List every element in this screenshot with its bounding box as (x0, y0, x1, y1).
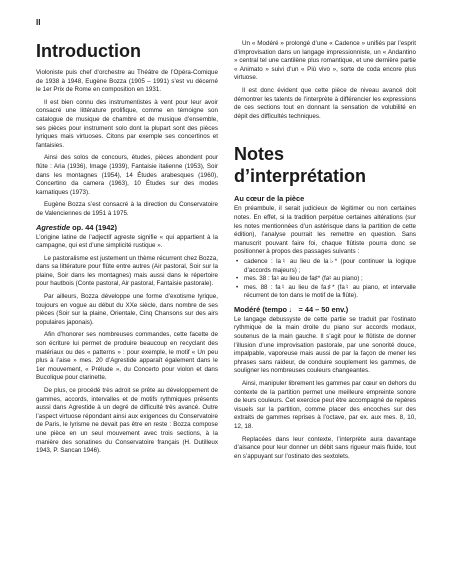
structure-paragraph: Il est donc évident que cette pièce de niveau avancé doit démontrer les talents de l’interprète à différencier les expressions de ces sections tout en donnant la sensation de volubilité en dépit des difficultés techniques. (234, 86, 416, 120)
agrestide-heading (36, 223, 218, 232)
agrestide-paragraph: Par ailleurs, Bozza développe une forme d’exotisme lyrique, toujours en vogue au début du XXe siècle, dans nombre de ses pièces (Soir sur la plaine, Orientale, Cinq Chansons sur des airs populaires japonais). (36, 293, 218, 326)
page-number: II (36, 18, 41, 27)
modere-paragraph: Le langage debussyste de cette partie se traduit par l’ostinato rythmique de la main droite du piano sur accords modaux, soutenus de la main gauche. Il s’agit pour le flûtiste de donner l’illusion d’une improvisation pastorale, par une sonorité douce, impalpable, vaporeuse mais aussi de par la façon de mener les phrases sans raideur, de conduire souplement les gammes, de souligner les nombreuses couleurs changeantes. (234, 315, 416, 375)
section-title-notes: Notes d’interprétation (234, 144, 367, 187)
agrestide-paragraph: Afin d’honorer ses nombreuses commandes, cette facette de son écriture lui permet de produire beaucoup en recyclant des matériaux ou des « patterns » : pour exemple, le motif « Un peu plus à l’aise » mes. 20 d’Agrestide apparaît également dans le 1er mouvement, « Prélude », du Concerto pour violon et dans Bucolique pour clarinette. (36, 331, 218, 382)
agrestide-paragraph: De plus, ce procédé très adroit se prête au développement de gammes, accords, intervalles et de motifs rythmiques présents aussi dans Agrestide à un degré de difficulté très avancé. Outre l’aspect virtuose répondant ainsi aux exigences du Conservatoire de Paris, le lyrisme ne devait pas être en reste : Bozza compose une pièce en un seul mouvement avec trois sections, à la manière des sonatines du Conservatoire français (H. Dutilleux 1943, P. Sancan 1946). (36, 387, 218, 455)
agrestide-paragraph: L’origine latine de l’adjectif agreste signifie « qui appartient à la campagne, qui est d’une simplicité rustique ». (36, 233, 218, 250)
modere-paragraph: Ainsi, manipuler librement les gammes par cœur en dehors du contexte de la partition permet une meilleure empreinte sonore de leurs couleurs. Cet exercice peut être accompagné de repères visuels sur la partition, comme placer des encoches sur des extraits de gammes reprises à l’octave, par ex. aux mes. 8, 10, 12, 18. (234, 380, 416, 430)
agrestide-paragraph: Le pastoralisme est justement un thème récurrent chez Bozza, dans sa littérature pour flûte entre autres (Air pastoral, Soir sur la plaine, Soir dans les montagnes) mais aussi dans le répertoire pour hautbois (Conte pastoral, Air pastoral, Fantaisie pastorale). (36, 254, 218, 288)
list-item: • mes. 38 : fa♮ au lieu de fa♯* (fa♮ au piano) ; (244, 275, 416, 284)
intro-paragraph: Il est bien connu des instrumentistes à vent pour leur avoir consacré une littérature prolifique, comme en témoigne son catalogue de musique de chambre et de musique d’ensemble, ses pièces pour instrument solo dont la plupart sont des pièces lyriques mais virtuoses. Citons par exemple ses concertinos et fantaisies. (36, 98, 218, 149)
section-title-introduction: Introduction (36, 41, 141, 61)
right-column (234, 40, 416, 461)
intro-paragraph: Ainsi des solos de concours, études, pièces abondent pour flûte : Aria (1936), Image (1939), Fantaisie italienne (1953), Soir dans les montagnes (1954), 14 Études arabesques (1960), Concertino da camera (1963), 10 Études sur des modes karnatiques (1973). (36, 154, 218, 196)
subsection-heading-modere: Modéré (tempo ♩ = 44 – 50 env.) (234, 304, 349, 314)
left-column (36, 40, 218, 456)
agrestide-heading-opus: op. 44 (1942) (70, 222, 117, 232)
intro-paragraph: Eugène Bozza s’est consacré à la direction du Conservatoire de Valenciennes de 1951 à 1975. (36, 201, 218, 217)
list-item: • cadence : la♮ au lieu de la♭* (pour continuer la logique d’accords majeurs) ; (244, 258, 416, 275)
modere-paragraph: Replacées dans leur contexte, l’interprète aura davantage d’aisance pour leur donner un débit sans rigueur mais fluide, tout en s’appuyant sur l’ostinato des sextolets. (234, 435, 416, 460)
list-item: • mes. 88 : fa♮ au lieu de fa♯* (fa♮ au piano, et intervalle récurrent de ton dans le motif de la flûte). (244, 284, 416, 301)
intro-paragraph: Violoniste puis chef d’orchestre au Théâtre de l’Opéra-Comique de 1938 à 1948, Eugène Bozza (1905 – 1991) s’est vu décerné le 1er Prix de Rome en composition en 1931. (36, 69, 218, 94)
structure-paragraph: Un « Modéré » prolongé d’une « Cadence » unifiés par l’esprit d’improvisation dans un langage impressionniste, un « Andantino » central tel une cantilène plus romantique, et une dernière partie « Animato » suivi d’un « Più vivo », sorte de coda encore plus virtuose. (234, 40, 416, 82)
subsection-heading-coeur: Au cœur de la pièce (234, 194, 305, 204)
coeur-paragraph: En préambule, il serait judicieux de légitimer ou non certaines notes. En effet, si la tradition perpétue certaines altérations (sur les notes mentionnées d’un astérisque dans la partition de cette édition), l’analyse pourrait les remettre en question. Sans manuscrit pouvant faire foi, chaque flûtiste pourra donc se positionner à propos des passages suivants : (234, 205, 416, 256)
agrestide-heading-title: Agrestide (36, 222, 71, 232)
alterations-list (234, 258, 416, 301)
